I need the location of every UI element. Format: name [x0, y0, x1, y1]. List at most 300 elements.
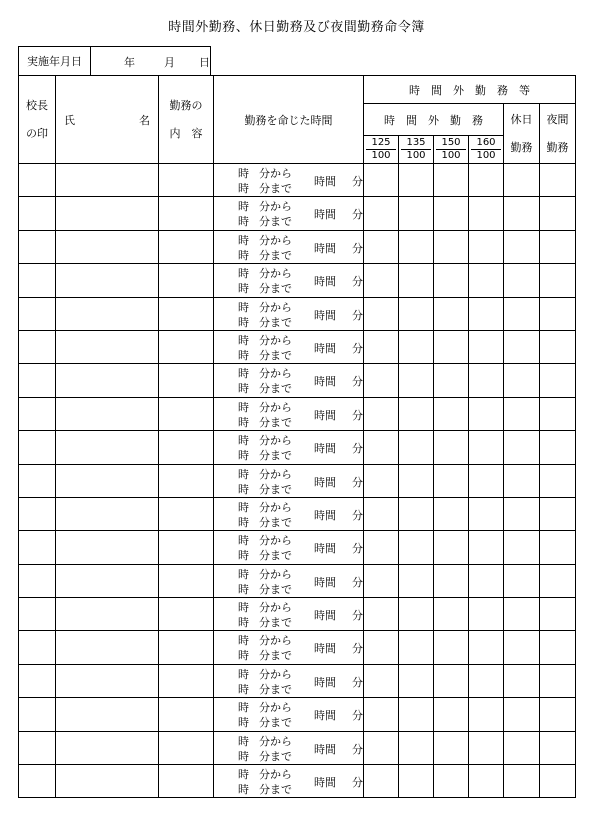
minutes-label: 分 — [352, 709, 363, 723]
table-row — [19, 431, 576, 464]
overtime-150-cell[interactable] — [434, 564, 469, 597]
table-row — [19, 364, 576, 397]
from-time-line — [238, 299, 292, 315]
rate-numerator: 150 — [436, 137, 466, 150]
duty-content-cell[interactable] — [159, 431, 214, 464]
overtime-150-cell[interactable] — [434, 698, 469, 731]
overtime-125-cell[interactable] — [364, 698, 399, 731]
principal-seal-cell[interactable] — [19, 497, 56, 530]
from-minute-label: 分から — [259, 701, 292, 715]
name-cell[interactable] — [56, 330, 159, 363]
name-cell[interactable] — [56, 297, 159, 330]
hours-label: 時間 — [314, 776, 336, 790]
duty-content-cell[interactable] — [159, 598, 214, 631]
rate-denominator: 100 — [406, 150, 426, 161]
overtime-125-cell[interactable] — [364, 765, 399, 798]
overtime-160-cell[interactable] — [469, 297, 504, 330]
overtime-150-cell[interactable] — [434, 197, 469, 230]
to-hour-label: 時 — [238, 582, 249, 596]
overtime-135-cell[interactable] — [399, 564, 434, 597]
to-hour-label: 時 — [238, 248, 249, 262]
principal-seal-cell[interactable] — [19, 164, 56, 197]
table-row — [19, 397, 576, 430]
overtime-135-cell[interactable] — [399, 230, 434, 263]
minutes-label: 分 — [352, 675, 363, 689]
to-minute-label: 分まで — [259, 282, 292, 296]
holiday-duty-cell[interactable] — [504, 598, 540, 631]
overtime-125-cell[interactable] — [364, 664, 399, 697]
to-time-line — [238, 647, 292, 663]
from-time-line — [238, 399, 292, 415]
overtime-150-cell[interactable] — [434, 664, 469, 697]
holiday-duty-cell[interactable] — [504, 264, 540, 297]
principal-seal-cell[interactable] — [19, 464, 56, 497]
duty-content-header — [159, 76, 214, 164]
to-time-line — [238, 547, 292, 563]
to-hour-label: 時 — [238, 315, 249, 329]
table-row — [19, 731, 576, 764]
overtime-135-cell[interactable] — [399, 464, 434, 497]
overtime-125-cell[interactable] — [364, 264, 399, 297]
name-cell[interactable] — [56, 164, 159, 197]
from-time-line — [238, 198, 292, 214]
overtime-125-cell[interactable] — [364, 564, 399, 597]
night-duty-header — [540, 104, 576, 164]
holiday-duty-header — [504, 104, 540, 164]
overtime-150-cell[interactable] — [434, 230, 469, 263]
to-minute-label: 分まで — [259, 649, 292, 663]
overtime-135-cell[interactable] — [399, 698, 434, 731]
principal-seal-cell[interactable] — [19, 330, 56, 363]
overtime-135-cell[interactable] — [399, 364, 434, 397]
to-time-line — [238, 180, 292, 196]
ordered-time-cell — [214, 164, 364, 197]
overtime-135-cell[interactable] — [399, 497, 434, 530]
holiday-duty-cell[interactable] — [504, 664, 540, 697]
principal-seal-cell[interactable] — [19, 230, 56, 263]
from-time-line — [238, 666, 292, 682]
overtime-135-cell[interactable] — [399, 397, 434, 430]
name-cell[interactable] — [56, 497, 159, 530]
to-hour-label: 時 — [238, 282, 249, 296]
hours-label: 時間 — [314, 742, 336, 756]
principal-seal-cell[interactable] — [19, 631, 56, 664]
duty-content-cell[interactable] — [159, 330, 214, 363]
overtime-125-cell[interactable] — [364, 497, 399, 530]
minutes-label: 分 — [352, 575, 363, 589]
name-cell[interactable] — [56, 598, 159, 631]
principal-seal-cell[interactable] — [19, 364, 56, 397]
overtime-150-cell[interactable] — [434, 397, 469, 430]
overtime-150-cell[interactable] — [434, 631, 469, 664]
ordered-time-cell — [214, 631, 364, 664]
minutes-label: 分 — [352, 175, 363, 188]
name-cell[interactable] — [56, 531, 159, 564]
overtime-160-cell[interactable] — [469, 731, 504, 764]
table-row — [19, 297, 576, 330]
overtime-150-cell[interactable] — [434, 765, 469, 798]
duty-content-cell[interactable] — [159, 698, 214, 731]
duty-content-cell[interactable] — [159, 664, 214, 697]
overtime-125-cell[interactable] — [364, 598, 399, 631]
name-cell[interactable] — [56, 664, 159, 697]
night-duty-cell[interactable] — [540, 531, 576, 564]
overtime-160-cell[interactable] — [469, 431, 504, 464]
to-hour-label: 時 — [238, 749, 249, 763]
principal-seal-header-bottom: の印 — [26, 126, 48, 140]
to-time-line — [238, 481, 292, 497]
name-cell[interactable] — [56, 364, 159, 397]
night-duty-cell[interactable] — [540, 564, 576, 597]
overtime-150-cell[interactable] — [434, 598, 469, 631]
minutes-label: 分 — [352, 442, 363, 456]
hours-label: 時間 — [314, 442, 336, 456]
holiday-duty-cell[interactable] — [504, 197, 540, 230]
night-duty-cell[interactable] — [540, 464, 576, 497]
overtime-125-cell[interactable] — [364, 431, 399, 464]
principal-seal-cell[interactable] — [19, 431, 56, 464]
to-minute-label: 分まで — [259, 415, 292, 429]
from-hour-label: 時 — [238, 300, 249, 314]
holiday-duty-cell[interactable] — [504, 297, 540, 330]
ordered-time-cell — [214, 564, 364, 597]
from-hour-label: 時 — [238, 367, 249, 381]
overtime-125-cell[interactable] — [364, 631, 399, 664]
name-cell[interactable] — [56, 397, 159, 430]
form-title: 時間外勤務、休日勤務及び夜間勤務命令簿 — [168, 20, 425, 35]
duty-content-cell[interactable] — [159, 464, 214, 497]
overtime-150-cell[interactable] — [434, 330, 469, 363]
month-label: 月 — [164, 56, 175, 69]
minutes-label: 分 — [352, 408, 363, 422]
to-time-line — [238, 347, 292, 363]
minutes-label: 分 — [352, 275, 363, 289]
overtime-135-cell[interactable] — [399, 297, 434, 330]
overtime-125-cell[interactable] — [364, 197, 399, 230]
to-minute-label: 分まで — [259, 616, 292, 630]
principal-seal-cell[interactable] — [19, 598, 56, 631]
table-row — [19, 330, 576, 363]
overtime-150-cell[interactable] — [434, 264, 469, 297]
table-row — [19, 698, 576, 731]
ordered-time-cell — [214, 497, 364, 530]
from-minute-label: 分から — [259, 367, 292, 381]
hours-label: 時間 — [314, 408, 336, 422]
table-row — [19, 497, 576, 530]
from-hour-label: 時 — [238, 667, 249, 681]
rate-denominator: 100 — [476, 150, 496, 161]
overtime-160-cell[interactable] — [469, 564, 504, 597]
overtime-125-cell[interactable] — [364, 297, 399, 330]
overtime-135-cell[interactable] — [399, 631, 434, 664]
from-hour-label: 時 — [238, 333, 249, 347]
rate-denominator: 100 — [371, 150, 391, 161]
overtime-150-cell[interactable] — [434, 497, 469, 530]
from-hour-label: 時 — [238, 167, 249, 180]
overtime-135-cell[interactable] — [399, 765, 434, 798]
overtime-135-cell[interactable] — [399, 531, 434, 564]
holiday-duty-cell[interactable] — [504, 731, 540, 764]
name-cell[interactable] — [56, 431, 159, 464]
hours-label: 時間 — [314, 642, 336, 656]
name-header-left: 氏 — [64, 113, 75, 127]
overtime-160-cell[interactable] — [469, 264, 504, 297]
overtime-160-cell[interactable] — [469, 330, 504, 363]
duty-content-cell[interactable] — [159, 264, 214, 297]
name-cell[interactable] — [56, 765, 159, 798]
table-row — [19, 230, 576, 263]
overtime-160-cell[interactable] — [469, 397, 504, 430]
overtime-150-cell[interactable] — [434, 364, 469, 397]
duty-content-cell[interactable] — [159, 564, 214, 597]
from-time-line — [238, 232, 292, 248]
night-duty-cell[interactable] — [540, 664, 576, 697]
night-duty-cell[interactable] — [540, 230, 576, 263]
rate-160-header — [469, 136, 504, 164]
ordered-time-cell — [214, 297, 364, 330]
holiday-duty-cell[interactable] — [504, 330, 540, 363]
overtime-125-cell[interactable] — [364, 330, 399, 363]
overtime-125-cell[interactable] — [364, 397, 399, 430]
from-hour-label: 時 — [238, 267, 249, 281]
overtime-160-cell[interactable] — [469, 230, 504, 263]
holiday-duty-cell[interactable] — [504, 230, 540, 263]
holiday-duty-cell[interactable] — [504, 164, 540, 197]
to-hour-label: 時 — [238, 182, 249, 195]
night-duty-cell[interactable] — [540, 364, 576, 397]
name-cell[interactable] — [56, 631, 159, 664]
to-time-line — [238, 614, 292, 630]
overtime-135-cell[interactable] — [399, 164, 434, 197]
overtime-150-cell[interactable] — [434, 297, 469, 330]
name-cell[interactable] — [56, 230, 159, 263]
duty-content-cell[interactable] — [159, 364, 214, 397]
name-cell[interactable] — [56, 698, 159, 731]
holiday-duty-cell[interactable] — [504, 531, 540, 564]
overtime-160-cell[interactable] — [469, 698, 504, 731]
overtime-160-cell[interactable] — [469, 497, 504, 530]
name-cell[interactable] — [56, 731, 159, 764]
from-time-line — [238, 265, 292, 281]
night-duty-cell[interactable] — [540, 698, 576, 731]
to-minute-label: 分まで — [259, 783, 292, 797]
to-time-line — [238, 314, 292, 330]
overtime-150-cell[interactable] — [434, 531, 469, 564]
ordered-time-cell — [214, 731, 364, 764]
duty-content-cell[interactable] — [159, 230, 214, 263]
minutes-label: 分 — [352, 642, 363, 656]
night-duty-cell[interactable] — [540, 631, 576, 664]
rate-denominator: 100 — [441, 150, 461, 161]
overtime-135-cell[interactable] — [399, 197, 434, 230]
duty-content-cell[interactable] — [159, 497, 214, 530]
table-row — [19, 164, 576, 197]
night-duty-cell[interactable] — [540, 497, 576, 530]
night-duty-cell[interactable] — [540, 297, 576, 330]
holiday-duty-cell[interactable] — [504, 765, 540, 798]
ordered-time-cell — [214, 230, 364, 263]
from-minute-label: 分から — [259, 467, 292, 481]
holiday-duty-cell[interactable] — [504, 464, 540, 497]
from-minute-label: 分から — [259, 200, 292, 214]
ordered-time-cell — [214, 264, 364, 297]
overtime-160-cell[interactable] — [469, 531, 504, 564]
overtime-135-cell[interactable] — [399, 431, 434, 464]
duty-content-cell[interactable] — [159, 397, 214, 430]
overtime-135-cell[interactable] — [399, 264, 434, 297]
night-duty-cell[interactable] — [540, 731, 576, 764]
from-minute-label: 分から — [259, 601, 292, 615]
to-minute-label: 分まで — [259, 549, 292, 563]
principal-seal-cell[interactable] — [19, 664, 56, 697]
minutes-label: 分 — [352, 742, 363, 756]
night-duty-cell[interactable] — [540, 330, 576, 363]
minutes-label: 分 — [352, 542, 363, 556]
holiday-duty-cell[interactable] — [504, 431, 540, 464]
from-minute-label: 分から — [259, 734, 292, 748]
to-hour-label: 時 — [238, 415, 249, 429]
overtime-150-cell[interactable] — [434, 164, 469, 197]
overtime-135-cell[interactable] — [399, 731, 434, 764]
duty-content-cell[interactable] — [159, 631, 214, 664]
minutes-label: 分 — [352, 776, 363, 790]
duty-content-header-bottom: 内 容 — [169, 126, 203, 140]
duty-content-cell[interactable] — [159, 164, 214, 197]
ordered-time-cell — [214, 464, 364, 497]
name-cell[interactable] — [56, 464, 159, 497]
to-minute-label: 分まで — [259, 449, 292, 463]
overtime-135-cell[interactable] — [399, 598, 434, 631]
overtime-125-cell[interactable] — [364, 364, 399, 397]
to-hour-label: 時 — [238, 215, 249, 229]
duty-content-cell[interactable] — [159, 765, 214, 798]
overtime-125-cell[interactable] — [364, 731, 399, 764]
holiday-duty-cell[interactable] — [504, 397, 540, 430]
night-duty-cell[interactable] — [540, 598, 576, 631]
name-cell[interactable] — [56, 564, 159, 597]
hours-label: 時間 — [314, 575, 336, 589]
overtime-135-cell[interactable] — [399, 664, 434, 697]
holiday-duty-cell[interactable] — [504, 698, 540, 731]
to-minute-label: 分まで — [259, 248, 292, 262]
holiday-duty-cell[interactable] — [504, 364, 540, 397]
overtime-125-cell[interactable] — [364, 531, 399, 564]
principal-seal-cell[interactable] — [19, 297, 56, 330]
hours-label: 時間 — [314, 508, 336, 522]
duty-content-cell[interactable] — [159, 731, 214, 764]
overtime-125-cell[interactable] — [364, 464, 399, 497]
hours-label: 時間 — [314, 341, 336, 355]
ordered-time-cell — [214, 364, 364, 397]
to-hour-label: 時 — [238, 549, 249, 563]
to-minute-label: 分まで — [259, 482, 292, 496]
from-time-line — [238, 599, 292, 615]
to-hour-label: 時 — [238, 348, 249, 362]
overtime-160-cell[interactable] — [469, 631, 504, 664]
from-hour-label: 時 — [238, 467, 249, 481]
duty-content-cell[interactable] — [159, 197, 214, 230]
from-hour-label: 時 — [238, 701, 249, 715]
principal-seal-cell[interactable] — [19, 698, 56, 731]
overtime-160-cell[interactable] — [469, 197, 504, 230]
minutes-label: 分 — [352, 341, 363, 355]
holiday-duty-cell[interactable] — [504, 564, 540, 597]
ordered-time-cell — [214, 397, 364, 430]
ordered-time-cell — [214, 197, 364, 230]
overtime-group-header: 時 間 外 勤 務 等 — [364, 76, 576, 104]
rate-numerator: 135 — [401, 137, 431, 150]
to-hour-label: 時 — [238, 682, 249, 696]
night-duty-cell[interactable] — [540, 397, 576, 430]
to-minute-label: 分まで — [259, 182, 292, 195]
overtime-160-cell[interactable] — [469, 598, 504, 631]
rate-numerator: 125 — [366, 137, 396, 150]
table-row — [19, 564, 576, 597]
overtime-160-cell[interactable] — [469, 464, 504, 497]
night-duty-cell[interactable] — [540, 164, 576, 197]
night-duty-cell[interactable] — [540, 197, 576, 230]
name-cell[interactable] — [56, 197, 159, 230]
to-time-line — [238, 247, 292, 263]
holiday-duty-cell[interactable] — [504, 497, 540, 530]
night-duty-cell[interactable] — [540, 264, 576, 297]
from-minute-label: 分から — [259, 267, 292, 281]
overtime-160-cell[interactable] — [469, 765, 504, 798]
from-time-line — [238, 566, 292, 582]
day-label: 日 — [199, 56, 210, 69]
rate-150-header — [434, 136, 469, 164]
holiday-duty-header-top: 休日 — [510, 112, 533, 126]
principal-seal-cell[interactable] — [19, 765, 56, 798]
name-header-right: 名 — [139, 113, 150, 127]
to-minute-label: 分まで — [259, 315, 292, 329]
overtime-135-cell[interactable] — [399, 330, 434, 363]
from-hour-label: 時 — [238, 567, 249, 581]
overtime-150-cell[interactable] — [434, 731, 469, 764]
overtime-150-cell[interactable] — [434, 464, 469, 497]
from-minute-label: 分から — [259, 768, 292, 782]
to-minute-label: 分まで — [259, 582, 292, 596]
principal-seal-cell[interactable] — [19, 264, 56, 297]
ordered-time-cell — [214, 765, 364, 798]
overtime-125-cell[interactable] — [364, 230, 399, 263]
from-hour-label: 時 — [238, 734, 249, 748]
overtime-160-cell[interactable] — [469, 364, 504, 397]
duty-content-cell[interactable] — [159, 297, 214, 330]
overtime-160-cell[interactable] — [469, 664, 504, 697]
principal-seal-cell[interactable] — [19, 731, 56, 764]
name-cell[interactable] — [56, 264, 159, 297]
duty-content-cell[interactable] — [159, 531, 214, 564]
from-minute-label: 分から — [259, 634, 292, 648]
overtime-125-cell[interactable] — [364, 164, 399, 197]
overtime-160-cell[interactable] — [469, 164, 504, 197]
principal-seal-cell[interactable] — [19, 197, 56, 230]
principal-seal-cell[interactable] — [19, 564, 56, 597]
principal-seal-header-top: 校長 — [26, 98, 48, 112]
from-time-line — [238, 165, 292, 181]
to-minute-label: 分まで — [259, 716, 292, 730]
night-duty-cell[interactable] — [540, 431, 576, 464]
overtime-header: 時 間 外 勤 務 — [364, 104, 504, 136]
night-duty-cell[interactable] — [540, 765, 576, 798]
from-minute-label: 分から — [259, 434, 292, 448]
holiday-duty-cell[interactable] — [504, 631, 540, 664]
overtime-150-cell[interactable] — [434, 431, 469, 464]
principal-seal-cell[interactable] — [19, 397, 56, 430]
principal-seal-cell[interactable] — [19, 531, 56, 564]
to-time-line — [238, 781, 292, 797]
